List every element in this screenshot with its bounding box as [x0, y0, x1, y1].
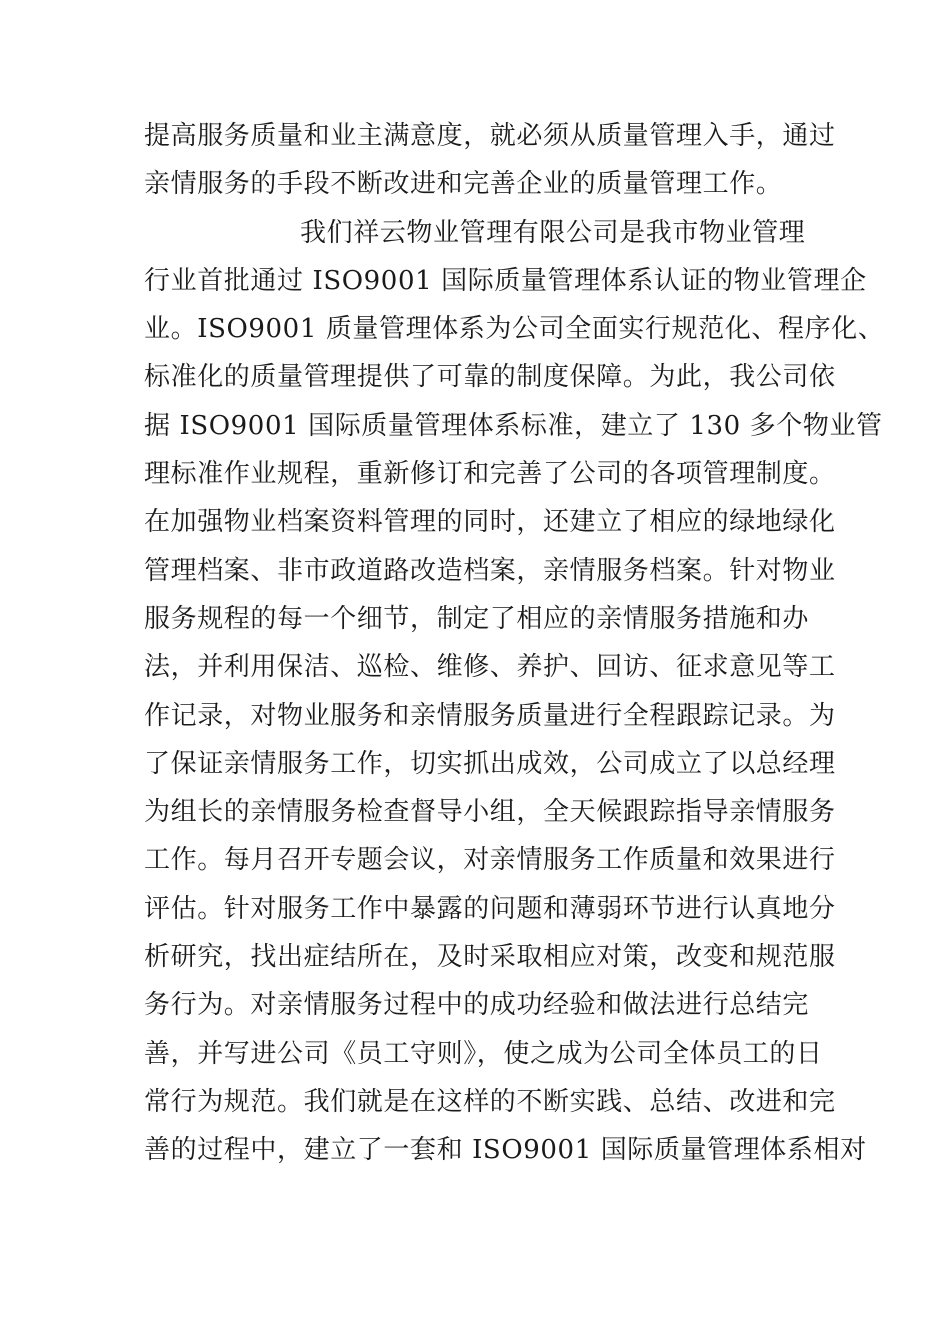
text-line: 常行为规范。我们就是在这样的不断实践、总结、改进和完	[144, 1086, 836, 1117]
text-line: 业。ISO9001 质量管理体系为公司全面实行规范化、程序化、	[144, 314, 885, 345]
body-text	[144, 112, 885, 1175]
text-line: 为组长的亲情服务检查督导小组，全天候跟踪指导亲情服务	[144, 797, 836, 828]
text-line: 法，并利用保洁、巡检、维修、养护、回访、征求意见等工	[144, 652, 836, 683]
text-line: 理标准作业规程，重新修订和完善了公司的各项管理制度。	[144, 459, 836, 490]
text-line: 务行为。对亲情服务过程中的成功经验和做法进行总结完	[144, 990, 810, 1021]
text-line: 服务规程的每一个细节，制定了相应的亲情服务措施和办	[144, 603, 810, 634]
text-line: 了保证亲情服务工作，切实抓出成效，公司成立了以总经理	[144, 748, 836, 779]
text-line: 在加强物业档案资料管理的同时，还建立了相应的绿地绿化	[144, 507, 836, 538]
text-line: 亲情服务的手段不断改进和完善企业的质量管理工作。	[144, 169, 783, 200]
text-line: 管理档案、非市政道路改造档案，亲情服务档案。针对物业	[144, 555, 836, 586]
paragraph-start-line: 我们祥云物业管理有限公司是我市物业管理	[300, 217, 806, 248]
text-line: 据 ISO9001 国际质量管理体系标准，建立了 130 多个物业管	[144, 410, 883, 441]
text-line: 作记录，对物业服务和亲情服务质量进行全程跟踪记录。为	[144, 700, 836, 731]
text-line: 提高服务质量和业主满意度，就必须从质量管理入手，通过	[144, 121, 836, 151]
text-line: 评估。针对服务工作中暴露的问题和薄弱环节进行认真地分	[144, 893, 836, 924]
text-line: 工作。每月召开专题会议，对亲情服务工作质量和效果进行	[144, 845, 836, 876]
text-line: 行业首批通过 ISO9001 国际质量管理体系认证的物业管理企	[144, 265, 867, 296]
text-line: 析研究，找出症结所在，及时采取相应对策，改变和规范服	[144, 942, 836, 973]
text-line: 善，并写进公司《员工守则》，使之成为公司全体员工的日	[144, 1038, 823, 1069]
text-line: 善的过程中，建立了一套和 ISO9001 国际质量管理体系相对	[144, 1135, 867, 1166]
text-line: 标准化的质量管理提供了可靠的制度保障。为此，我公司依	[144, 362, 836, 393]
